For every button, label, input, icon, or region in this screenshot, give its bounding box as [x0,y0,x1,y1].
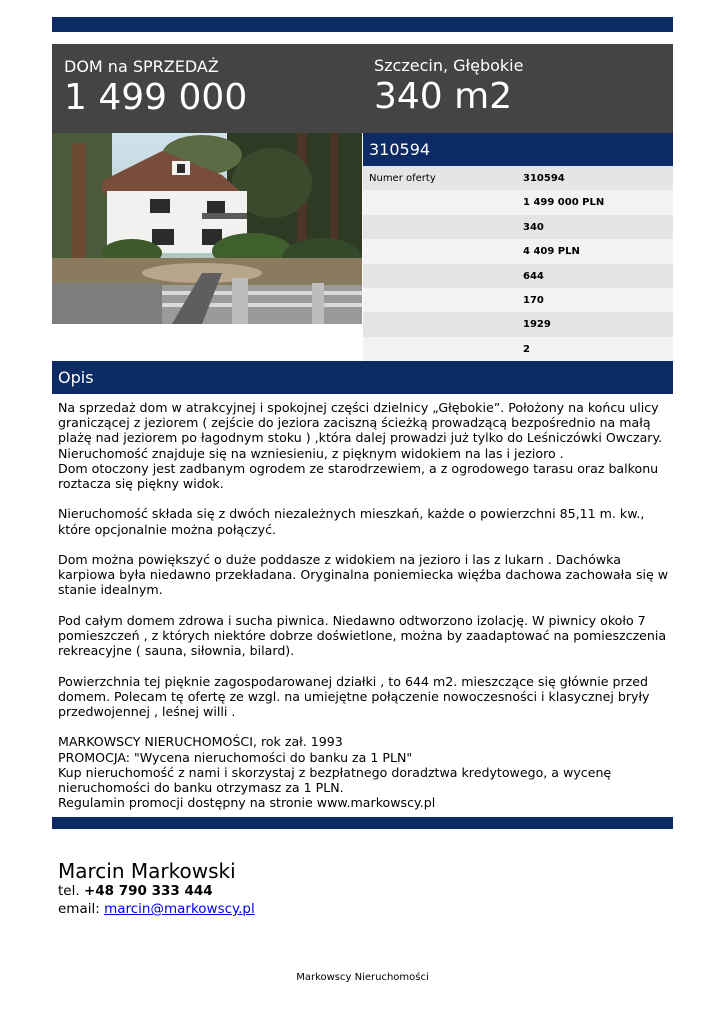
agent-email-line [58,900,255,918]
description-paragraph: Powierzchnia tej pięknie zagospodarowanej działki , to 644 m2. mieszczące się głównie przed domem. Polecam tę ofertę ze wzgl. na umiejętne połączenie nowoczesności i klasycznej bryły przedwojennej , leśnej willi . [58,673,650,719]
description-body [58,400,670,810]
area: 340 m2 [374,76,513,117]
price: 1 499 000 [64,77,248,118]
email-link[interactable]: marcin@markowscy.pl [104,901,255,917]
description-paragraph: MARKOWSCY NIERUCHOMOŚCI, rok zał. 1993 PROMOCJA: "Wycena nieruchomości do banku za 1 PLN" Kup nieruchomość z nami i skorzystaj z bezpłatnego doradztwa kredytowego, a wycenę nieruchomości do banku otrzymasz za 1 PLN. Regulamin promocji dostępny na stronie www.markowscy.pl [58,734,612,811]
row-value: 4 409 PLN [523,246,580,258]
description-heading-text: Opis [58,368,94,387]
row-value: 644 [523,270,544,282]
table-row [363,288,673,312]
row-value: 1929 [523,319,551,331]
table-row [363,239,673,263]
email-label: email: [58,901,100,917]
offer-id-heading [363,133,673,166]
agent-phone-line [58,882,255,900]
agent-contact [58,860,255,918]
description-heading [52,361,673,394]
table-row [363,166,673,190]
header-right [374,56,523,117]
table-row [363,337,673,361]
property-type: DOM na SPRZEDAŻ [64,57,219,76]
row-value: 1 499 000 PLN [523,197,605,209]
location: Szczecin, Głębokie [374,56,524,75]
row-value: 170 [523,294,544,306]
description-paragraph: Nieruchomość składa się z dwóch niezależnych mieszkań, każde o powierzchni 85,11 m. kw., które opcjonalnie można połączyć. [58,506,645,537]
offer-id-heading-text: 310594 [369,140,431,159]
table-row [363,215,673,239]
header-left [64,57,247,118]
description-paragraph: Dom można powiększyć o duże poddasze z widokiem na jezioro i las z lukarn . Dachówka karpiowa była niedawno przekładana. Oryginalna poniemiecka więźba dachowa zachowała się w stanie idealnym. [58,552,669,598]
table-row [363,264,673,288]
property-photo [52,133,362,324]
footer-text: Markowscy Nieruchomości [296,972,429,983]
table-row [363,312,673,336]
phone-number: +48 790 333 444 [83,883,213,899]
description-paragraph: Pod całym domem zdrowa i sucha piwnica. Niedawno odtworzono izolację. W piwnicy około 7 pomieszczeń , z których niektóre dobrze doświetlone, można by zaadaptować na pomieszczenia rekreacyjne ( sauna, siłownia, bilard). [58,612,667,659]
bottom-bar [52,817,673,829]
phone-label: tel. [58,883,80,899]
row-label: Numer oferty [369,173,436,184]
row-value: 2 [523,343,530,355]
agent-name: Marcin Markowski [58,859,236,883]
offer-details-table [363,166,673,361]
table-row [363,190,673,214]
top-bar [52,17,673,32]
listing-header [52,44,673,133]
row-value: 310594 [523,173,565,184]
description-paragraph: Na sprzedaż dom w atrakcyjnej i spokojnej części dzielnicy „Głębokie”. Położony na końcu ulicy graniczącej z jeziorem ( zejście do jeziora zaciszną ścieżką prowadzącą bezpośrednio na małą plażę nad jeziorem po łagodnym stoku ) ,która dalej prowadzi już tylko do Leśniczówki Owczary. Nieruchomość znajduje się na wzniesieniu, z pięknym widokiem na las i jezioro . Dom otoczony jest zadbanym ogrodem ze starodrzewiem, a z ogrodowego tarasu oraz balkonu roztacza się piękny widok. [58,400,663,492]
row-value: 340 [523,221,544,233]
